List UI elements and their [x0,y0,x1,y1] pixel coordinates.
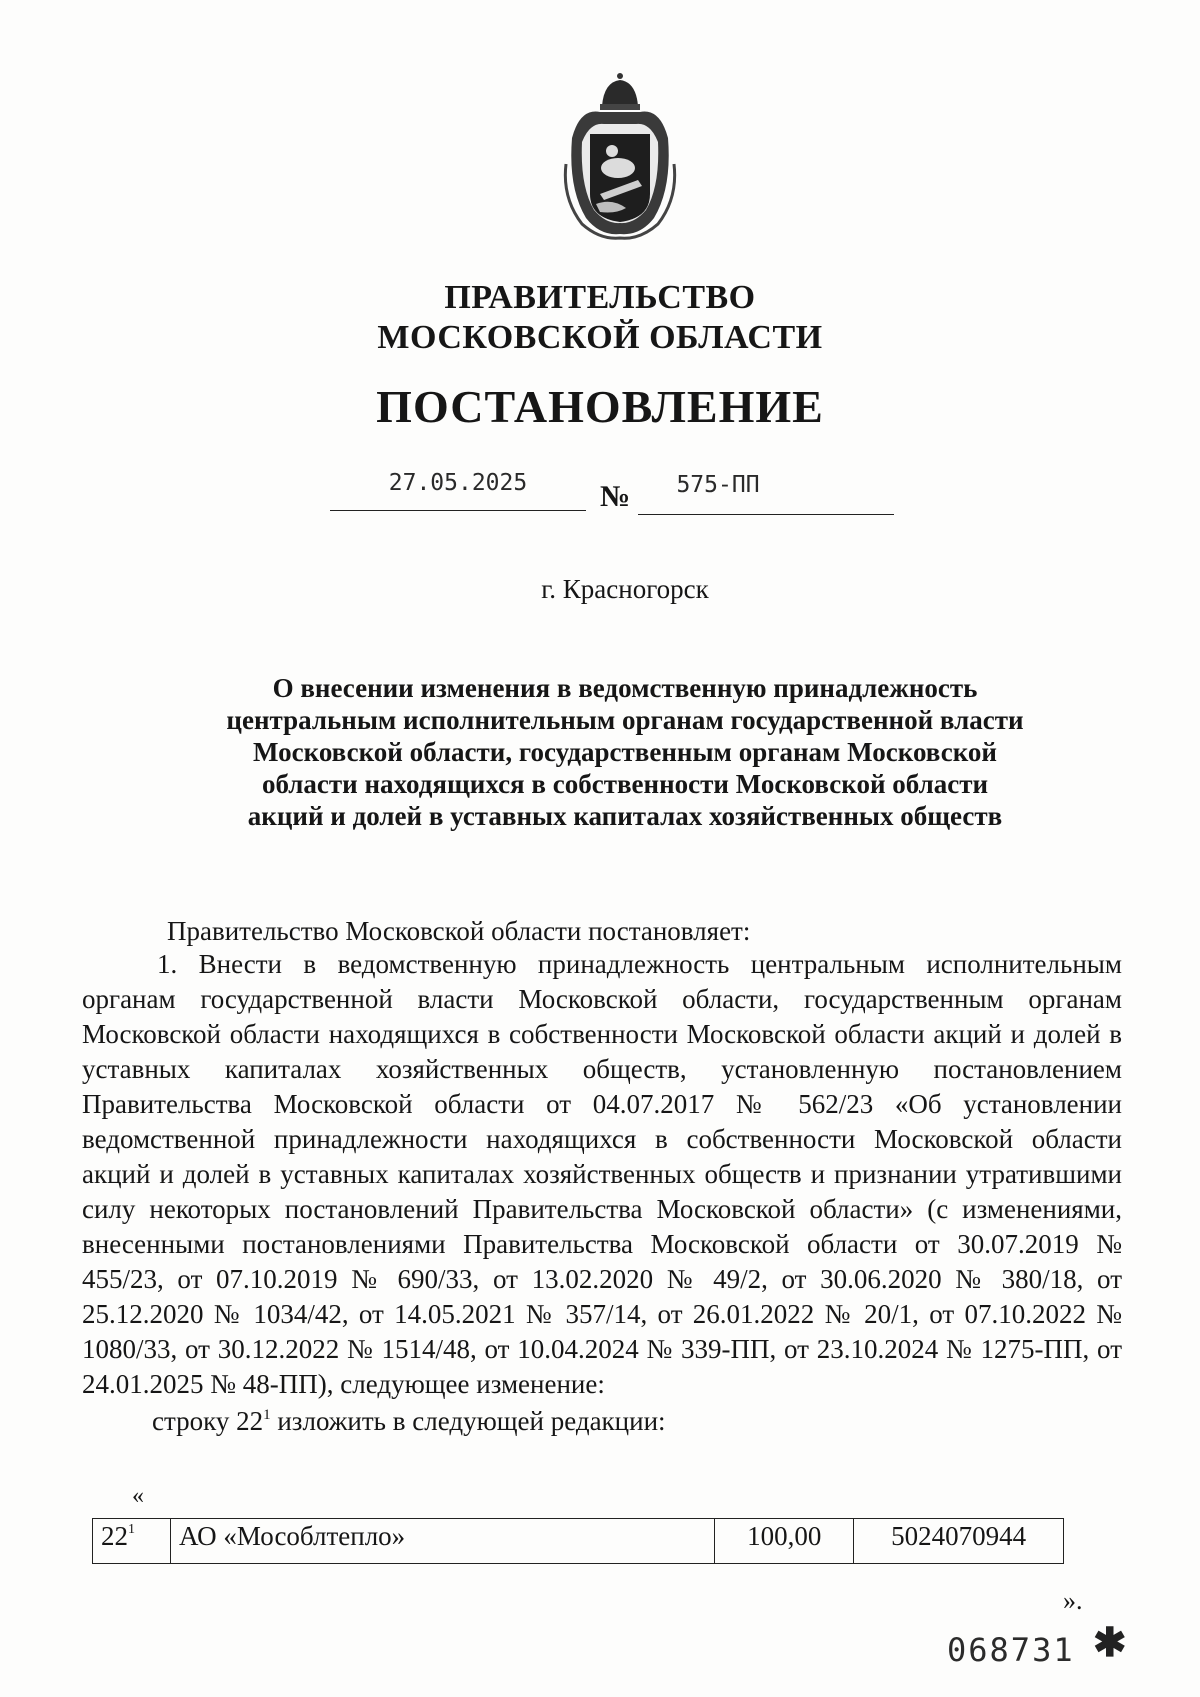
org-line-2: МОСКОВСКОЙ ОБЛАСТИ [377,319,823,356]
title-line: Московской области, государственным органам Московской [253,737,997,767]
document-title [200,672,1050,832]
resolution-lead: Правительство Московской области постановляет: [167,916,751,946]
number-sign: № [600,480,631,513]
share-cell: 100,00 [715,1519,854,1564]
coat-of-arms-emblem [560,68,680,240]
closing-quote: ». [1063,1586,1083,1615]
row-instruction-end: изложить в следующей редакции: [270,1406,666,1436]
asterisk-mark: ✱ [1093,1620,1127,1665]
opening-quote: « [132,1483,144,1509]
document-type: ПОСТАНОВЛЕНИЕ [376,381,824,432]
row-instruction-start: строку 22 [152,1406,264,1436]
row-number-cell [93,1519,171,1564]
company-cell: АО «Мособлтепло» [171,1519,715,1564]
number-underline [638,514,894,515]
city-name: г. Красногорск [541,574,709,604]
org-line-1: ПРАВИТЕЛЬСТВО [444,279,756,316]
table-row [93,1519,1064,1564]
amendment-table [92,1518,1064,1564]
document-number: 575-ПП [676,472,760,498]
paragraph-1: 1. Внести в ведомственную принадлежность центральным исполнительным органам государственной власти Московской области, государственным органам Московской области находящихся в собственности Московской области акций и долей в уставных капиталах хозяйственных обществ, установленную постановлением Правительства Московской области от 04.07.2017 № 562/23 «Об установлении ведомственной принадлежности находящихся в собственности Московской области акций и долей в уставных капиталах хозяйственных обществ и признании утратившими силу некоторых постановлений Правительства Московской области» (с изменениями, внесенными постановлениями Правительства Московской области от 30.07.2019 № 455/23, от 07.10.2019 № 690/33, от 13.02.2020 № 49/2, от 30.06.2020 № 380/18, от 25.12.2020 № 1034/42, от 14.05.2021 № 357/14, от 26.01.2022 № 20/1, от 07.10.2022 № 1080/33, от 30.12.2022 № 1514/48, от 10.04.2024 № 339-ПП, от 23.10.2024 № 1275-ПП, от 24.01.2025 № 48-ПП), следующее изменение: [82,949,1122,1399]
title-line: О внесении изменения в ведомственную принадлежность [272,673,978,703]
row-number-superscript: 1 [128,1522,135,1537]
document-body [82,915,1122,1438]
form-serial-number: 068731 [947,1631,1075,1669]
row-number: 22 [101,1521,128,1551]
organization-name [0,278,1200,358]
title-line: области находящихся в собственности Московской области [261,769,989,799]
row-instruction [82,1404,1122,1438]
inn-cell: 5024070944 [854,1519,1064,1564]
coat-of-arms-icon [560,68,680,240]
date-underline [330,510,586,511]
row-instruction-superscript: 1 [263,1407,271,1423]
title-line: центральным исполнительным органам государственной власти [226,705,1024,735]
title-line: акций и долей в уставных капиталах хозяйственных обществ [247,801,1003,831]
document-date: 27.05.2025 [388,470,528,496]
